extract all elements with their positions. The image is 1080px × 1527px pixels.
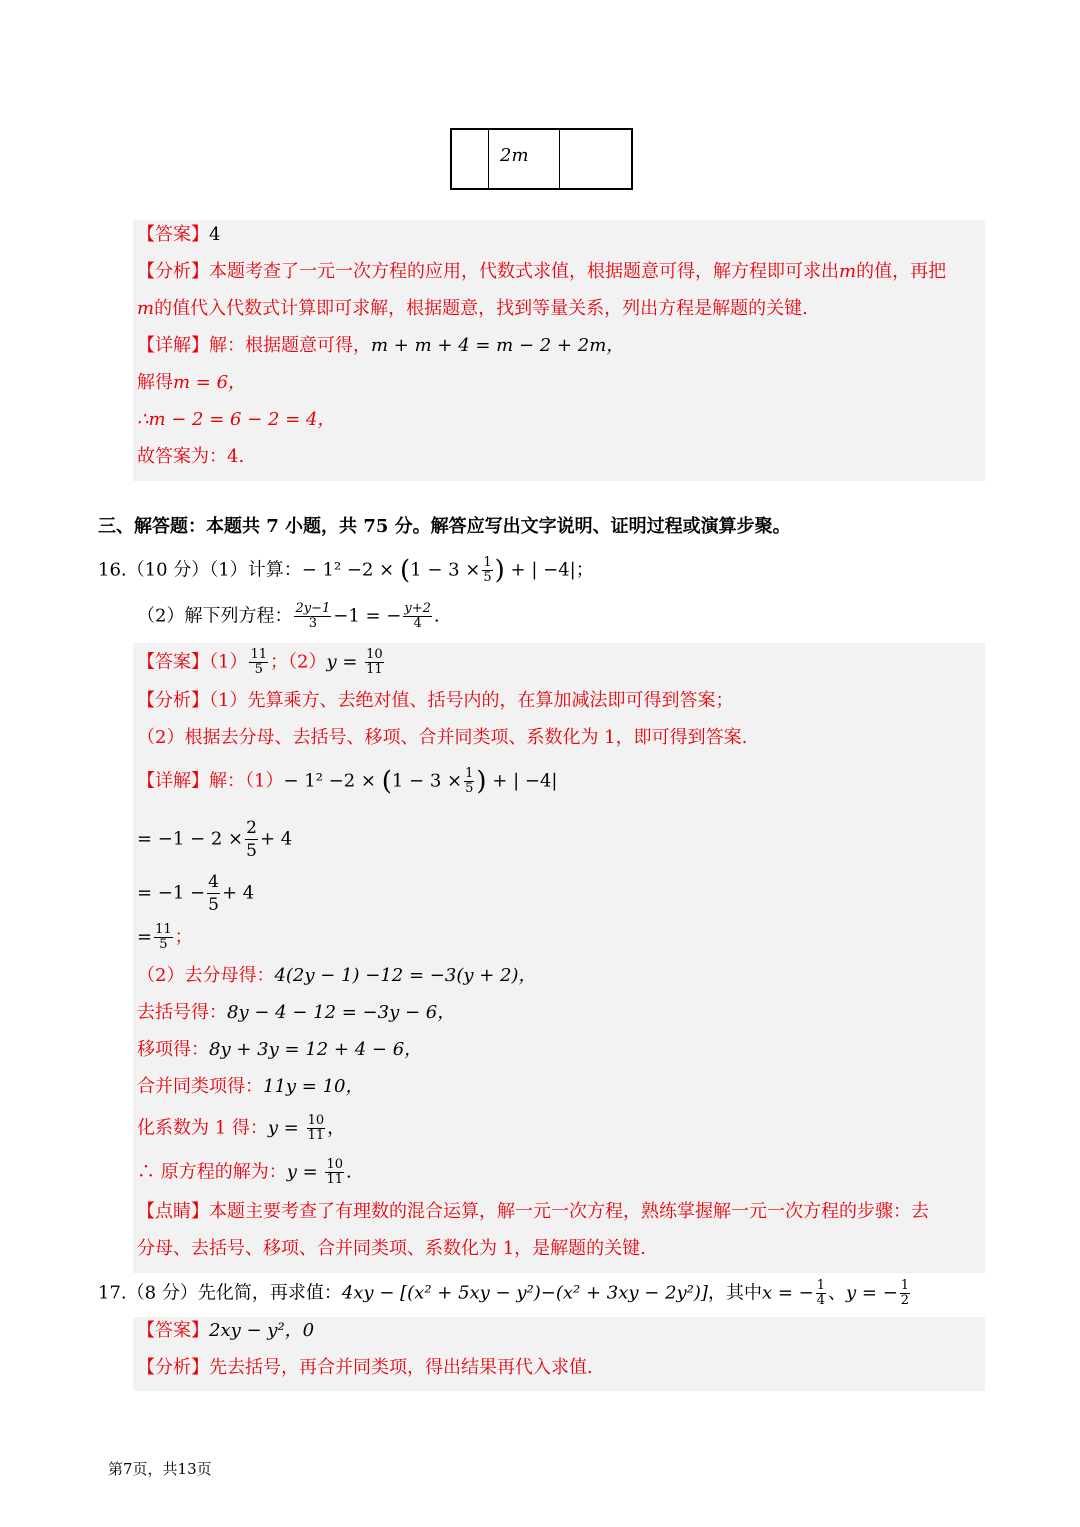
detail-label: 【详解】 (137, 335, 209, 356)
q15-analysis-line1 (137, 259, 946, 285)
expr: ； (174, 926, 193, 948)
step-label: 移项得： (137, 1039, 209, 1060)
analysis-text: （1）先算乘方、去绝对值、括号内的，在算加减法即可得到答案； (209, 690, 734, 711)
fraction: $\frac{11}{5}$ (155, 922, 172, 952)
step-label: （2）去分母得： (137, 965, 275, 986)
step-equation: 8y + 3y = 12 + 4 − 6， (209, 1039, 423, 1060)
analysis-text: 先去括号，再合并同类项，得出结果再代入求值. (209, 1357, 593, 1378)
q15-detail-line (137, 333, 624, 359)
fraction: $\frac{10}{11}$ (307, 1113, 325, 1143)
analysis-text-end: 的值，再把 (856, 261, 947, 282)
q16-detail-line (137, 767, 557, 796)
q16-answer-line (137, 648, 386, 677)
expr: −1 = − (333, 605, 402, 627)
part1-label: （1）计算： (209, 559, 302, 581)
separator: 、 (828, 1282, 846, 1304)
q16-part1 (98, 556, 594, 585)
expr: + | −4| (486, 770, 558, 792)
var-m: m (137, 298, 155, 319)
comment-label: 【点睛】 (137, 1201, 209, 1222)
question-prompt: 先化简，再求值： (197, 1282, 342, 1304)
step-equation: y = (286, 1161, 324, 1183)
fraction: $\frac{1}{5}$ (465, 766, 474, 796)
var-m: m (839, 261, 857, 282)
expr: + | −4|； (504, 559, 594, 581)
fraction: $\frac{1}{5}$ (483, 555, 492, 585)
fraction: $\frac{y+2}{4}$ (404, 601, 431, 631)
analysis-label: 【分析】 (137, 690, 209, 711)
expr: . (433, 605, 440, 627)
q16-step-b (137, 871, 254, 916)
detail-prefix: 解：（1） (209, 770, 284, 792)
question-score: （10 分） (126, 559, 210, 581)
expr: − 1² −2 × (283, 770, 382, 792)
part2-label: （2）解下列方程： (137, 605, 293, 627)
analysis-text: 的值代入代数式计算即可求解，根据题意，找到等量关系，列出方程是解题的关键. (154, 298, 808, 319)
q15-answer-line (137, 222, 220, 248)
analysis-label: 【分析】 (137, 261, 209, 282)
x-eq: x = − (761, 1282, 814, 1304)
step-prefix: 解得 (137, 372, 173, 393)
fraction: $\frac{2y-1}{3}$ (295, 601, 331, 631)
expr: = −1 − 2 × (137, 828, 244, 850)
expr: 1 − 3 × (391, 770, 463, 792)
expr: + 4 (259, 828, 293, 850)
detail-text: 解：根据题意可得， (209, 335, 371, 356)
page-footer: 第7页，共13页 (108, 1460, 212, 1478)
q16-comment-2: 分母、去括号、移项、合并同类项、系数化为 1，是解题的关键. (137, 1238, 646, 1259)
q16-step-c (137, 923, 193, 952)
fraction: $\frac{4}{5}$ (208, 872, 219, 915)
question-score: （8 分） (126, 1282, 198, 1304)
step-equation: 8y − 4 − 12 = −3y − 6， (227, 1002, 456, 1023)
q16-p2-step6 (137, 1158, 352, 1187)
step-label: ∴ 原方程的解为： (137, 1161, 287, 1183)
paren-open: ( (381, 766, 392, 797)
fraction: $\frac{1}{4}$ (816, 1278, 825, 1308)
answer-part: （1） (209, 651, 248, 673)
step-equation: 4(2y − 1) −12 = −3(y + 2)， (274, 965, 537, 986)
answer-label: 【答案】 (137, 224, 209, 245)
fraction: $\frac{10}{11}$ (326, 1157, 343, 1187)
expr: = −1 − (137, 882, 206, 904)
analysis-text: 本题考查了一元一次方程的应用，代数式求值，根据题意可得，解方程即可求出 (209, 261, 839, 282)
comment-text: 本题主要考查了有理数的混合运算，解一元一次方程，熟练掌握解一元一次方程的步骤：去 (209, 1201, 929, 1222)
q16-p2-step2 (137, 1000, 455, 1026)
table-divider (559, 130, 560, 188)
expr: = (137, 926, 153, 948)
expr: − 1² −2 × (301, 559, 400, 581)
question-expr: 4xy − [(x² + 5xy − y²)−(x² + 3xy − 2y²)] (341, 1282, 708, 1304)
step-label: 合并同类项得： (137, 1076, 263, 1097)
q16-p2-step1 (137, 963, 537, 989)
q16-comment-1 (137, 1199, 929, 1225)
answer-label: 【答案】 (137, 1320, 209, 1341)
paren-close: ) (476, 766, 487, 797)
q16-p2-step5 (137, 1114, 345, 1143)
step-equation: 11y = 10， (263, 1076, 364, 1097)
q16-step-a (137, 817, 292, 862)
q16-analysis-1 (137, 688, 733, 714)
paren-close: ) (494, 555, 505, 586)
q15-analysis-line2 (137, 296, 808, 322)
question-number: 16. (98, 559, 127, 581)
question-number: 17. (98, 1282, 127, 1304)
fraction: $\frac{1}{2}$ (900, 1278, 910, 1308)
grid-table (450, 128, 633, 190)
answer-label: 【答案】 (137, 651, 209, 673)
fraction: $\frac{10}{11}$ (366, 647, 383, 677)
y-eq: y = − (846, 1282, 898, 1304)
q17-answer-line (137, 1318, 314, 1344)
q15-step4: 故答案为：4. (137, 446, 245, 467)
analysis-label: 【分析】 (137, 1357, 209, 1378)
question-where: ，其中 (707, 1282, 762, 1304)
step-label: 化系数为 1 得： (137, 1117, 268, 1139)
expr: . (345, 1161, 352, 1183)
answer-y: y = (326, 651, 364, 673)
q15-step3: ∴m − 2 = 6 − 2 = 4， (137, 409, 336, 430)
expr: + 4 (221, 882, 255, 904)
q16-p2-step4 (137, 1074, 364, 1100)
table-cell-text: 2m (500, 145, 529, 166)
answer-value: 2xy − y²，0 (209, 1320, 315, 1341)
expr: ， (327, 1117, 346, 1139)
q17-analysis-line (137, 1355, 593, 1381)
q16-p2-step3 (137, 1037, 422, 1063)
step-equation: m = 6， (173, 372, 247, 393)
detail-label: 【详解】 (137, 770, 209, 792)
q16-part2 (137, 602, 440, 631)
section-heading: 三、解答题：本题共 7 小题，共 75 分。解答应写出文字说明、证明过程或演算步聚。 (98, 516, 791, 537)
step-label: 去括号得： (137, 1002, 227, 1023)
detail-equation: m + m + 4 = m − 2 + 2m， (371, 335, 625, 356)
answer-value: 4 (209, 224, 221, 245)
q16-analysis-2: （2）根据去分母、去括号、移项、合并同类项、系数化为 1，即可得到答案. (137, 727, 748, 748)
step-equation: y = (267, 1117, 305, 1139)
fraction: $\frac{11}{5}$ (250, 647, 267, 677)
paren-open: ( (400, 555, 411, 586)
q17-question (98, 1279, 912, 1308)
answer-part: ；（2） (270, 651, 327, 673)
q15-step2 (137, 370, 246, 396)
table-divider (488, 130, 489, 188)
fraction: $\frac{2}{5}$ (246, 818, 257, 861)
expr: 1 − 3 × (410, 559, 481, 581)
